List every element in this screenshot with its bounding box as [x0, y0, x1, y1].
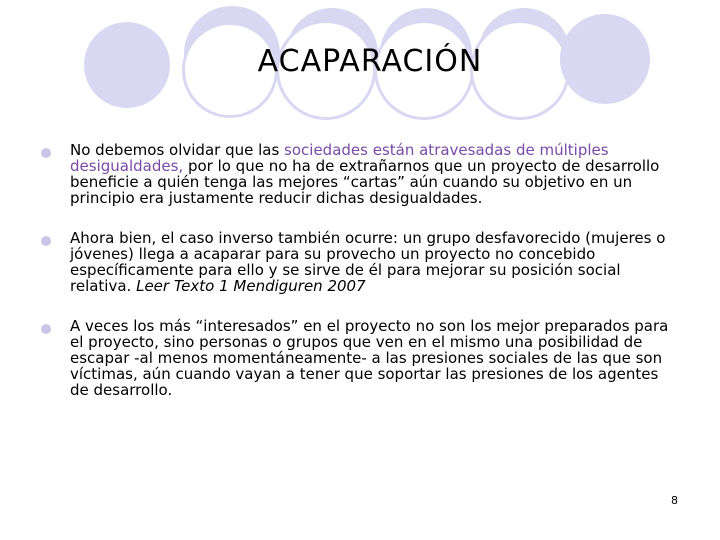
bullet-text: [70, 142, 678, 206]
bullet-text: [70, 230, 678, 294]
bullet-text-part: Ahora bien, el caso inverso también ocurre: un grupo desfavorecido (mujeres o jóvenes) llega a acaparar para su provecho un proyecto no concebido específicamente para ello y se sirve de él para mejorar su posición social relativa.: [70, 229, 666, 295]
reading-reference: Leer Texto 1 Mendiguren 2007: [136, 277, 366, 295]
page-number: 8: [671, 494, 678, 507]
bullet-item: [38, 142, 678, 206]
bullet-dot-icon: [41, 236, 51, 246]
decor-circle: [84, 22, 170, 108]
highlighted-phrase: sociedades están atravesadas de múltiples desigualdades,: [70, 141, 609, 175]
bullet-list: [38, 142, 678, 422]
bullet-text-part: por lo que no ha de extrañarnos que un proyecto de desarrollo beneficie a quién tenga las mejores “cartas” aún cuando su objetivo en un principio era justamente reducir dichas desigualdades.: [70, 157, 660, 207]
bullet-item: [38, 318, 678, 398]
decor-circle: [560, 14, 650, 104]
bullet-text-part: No debemos olvidar que las: [70, 141, 285, 159]
slide-title: ACAPARACIÓN: [257, 44, 483, 79]
bullet-dot-icon: [41, 148, 51, 158]
bullet-dot-icon: [41, 324, 51, 334]
bullet-item: [38, 230, 678, 294]
bullet-text: A veces los más “interesados” en el proyecto no son los mejor preparados para el proyecto, sino personas o grupos que ven en el mismo una posibilidad de escapar -al menos momentáneamente- a las presiones sociales de las que son víctimas, aún cuando vayan a tener que soportar las presiones de los agentes de desarrollo.: [70, 317, 669, 399]
